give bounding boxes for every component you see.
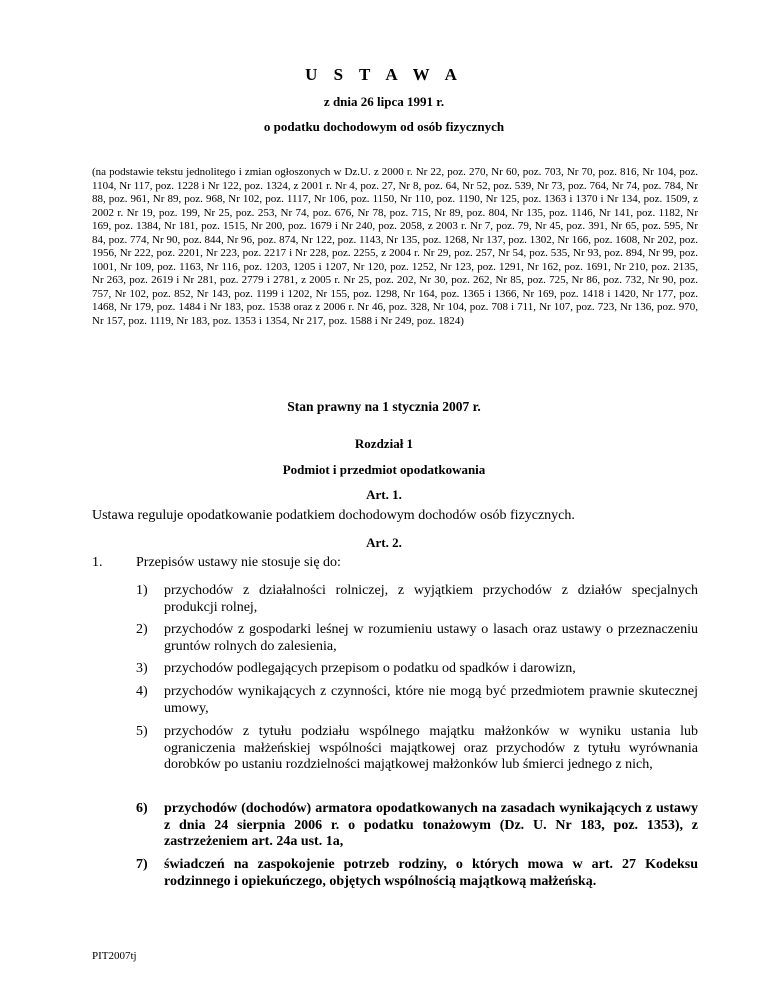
paragraph-text: Przepisów ustawy nie stosuje się do:: [136, 555, 341, 570]
article-1-heading: Art. 1.: [366, 487, 402, 502]
amendments-paragraph: (na podstawie tekstu jednolitego i zmian ogłoszonych w Dz.U. z 2000 r. Nr 22, poz. 270, Nr 60, poz. 703, Nr 70, poz. 816, Nr 104, poz. 1104, Nr 117, poz. 1228 i Nr 122, poz. 1324, z 2001 r. Nr 4, poz. 27, Nr 8, poz. 64, Nr 52, poz. 539, Nr 73, poz. 764, Nr 74, poz. 784, Nr 88, poz. 961, Nr 89, poz. 968, Nr 102, poz. 1117, Nr 106, poz. 1150, Nr 110, poz. 1190, Nr 125, poz. 1363 i 1370 i Nr 134, poz. 1509, z 2002 r. Nr 19, poz. 199, Nr 25, poz. 253, Nr 74, poz. 676, Nr 78, poz. 715, Nr 89, poz. 804, Nr 135, poz. 1146, Nr 141, poz. 1182, Nr 169, poz. 1384, Nr 181, poz. 1515, Nr 200, poz. 1679 i Nr 240, poz. 2058, z 2003 r. Nr 7, poz. 79, Nr 45, poz. 391, Nr 65, poz. 595, Nr 84, poz. 774, Nr 90, poz. 844, Nr 96, poz. 874, Nr 122, poz. 1143, Nr 135, poz. 1268, Nr 137, poz. 1302, Nr 166, poz. 1608, Nr 202, poz. 1956, Nr 222, poz. 2201, Nr 223, poz. 2217 i Nr 228, poz. 2255, z 2004 r. Nr 29, poz. 257, Nr 54, poz. 535, Nr 93, poz. 894, Nr 99, poz. 1001, Nr 109, poz. 1163, Nr 116, poz. 1203, 1205 i 1207, Nr 120, poz. 1252, Nr 123, poz. 1291, Nr 162, poz. 1691, Nr 210, poz. 2135, Nr 263, poz. 2619 i Nr 281, poz. 2779 i 2781, z 2005 r. Nr 25, poz. 202, Nr 30, poz. 262, Nr 85, poz. 725, Nr 86, poz. 732, Nr 90, poz. 757, Nr 102, poz. 852, Nr 143, poz. 1199 i 1202, Nr 155, poz. 1298, Nr 164, poz. 1365 i 1366, Nr 169, poz. 1418 i 1420, Nr 177, poz. 1468, Nr 179, poz. 1484 i Nr 183, poz. 1538 oraz z 2006 r. Nr 46, poz. 328, Nr 104, poz. 708 i 711, Nr 107, poz. 723, Nr 136, poz. 970, Nr 157, poz. 1119, Nr 183, poz. 1353 i 1354, Nr 217, poz. 1588 i Nr 249, poz. 1824): [92, 166, 698, 327]
footer-doc-id: PIT2007tj: [92, 950, 137, 962]
chapter-name: Podmiot i przedmiot opodatkowania: [282, 462, 486, 477]
article-1-text: Ustawa reguluje opodatkowanie podatkiem dochodowym dochodów osób fizycznych.: [92, 508, 575, 523]
list-item-text: przychodów z gospodarki leśnej w rozumieniu ustawy o lasach oraz ustawy o przeznaczeniu gruntów rolnych do zalesienia,: [164, 622, 698, 654]
list-item-number: 2): [136, 622, 148, 637]
list-item-text: przychodów wynikających z czynności, które nie mogą być przedmiotem prawnie skutecznej umowy,: [164, 684, 698, 716]
list-item-number: 7): [136, 857, 148, 872]
list-item-text: przychodów z tytułu podziału wspólnego majątku małżonków w wyniku ustania lub ograniczenia małżeńskiej wspólności majątkowej oraz przychodów z tytułu wyrównania dorobków po ustaniu rozdzielności majątkowej małżonków lub śmierci jednego z nich,: [164, 724, 698, 772]
legal-state-line: Stan prawny na 1 stycznia 2007 r.: [287, 399, 481, 414]
article-2-heading: Art. 2.: [366, 535, 402, 550]
list-item-number: 3): [136, 661, 148, 676]
list-item-text: świadczeń na zaspokojenie potrzeb rodziny, o których mowa w art. 27 Kodeksu rodzinnego i opiekuńczego, objętych wspólnością majątkową małżeńską.: [164, 857, 698, 889]
list-item-number: 5): [136, 724, 148, 739]
list-item-text: przychodów podlegających przepisom o podatku od spadków i darowizn,: [164, 661, 576, 676]
document-subject: o podatku dochodowym od osób fizycznych: [263, 119, 505, 134]
list-item-text: przychodów (dochodów) armatora opodatkowanych na zasadach wynikających z ustawy z dnia 24 sierpnia 2006 r. o podatku tonażowym (Dz. U. Nr 183, poz. 1353), z zastrzeżeniem art. 24a ust. 1a,: [164, 801, 698, 849]
document-title: U S T A W A: [305, 65, 463, 84]
list-item-number: 6): [136, 801, 148, 816]
chapter-label: Rozdział 1: [354, 436, 414, 451]
paragraph-number: 1.: [92, 555, 103, 570]
document-date: z dnia 26 lipca 1991 r.: [323, 94, 445, 109]
list-item-number: 4): [136, 684, 148, 699]
list-item-text: przychodów z działalności rolniczej, z wyjątkiem przychodów z działów specjalnych produkcji rolnej,: [164, 583, 698, 615]
list-item-number: 1): [136, 583, 148, 598]
